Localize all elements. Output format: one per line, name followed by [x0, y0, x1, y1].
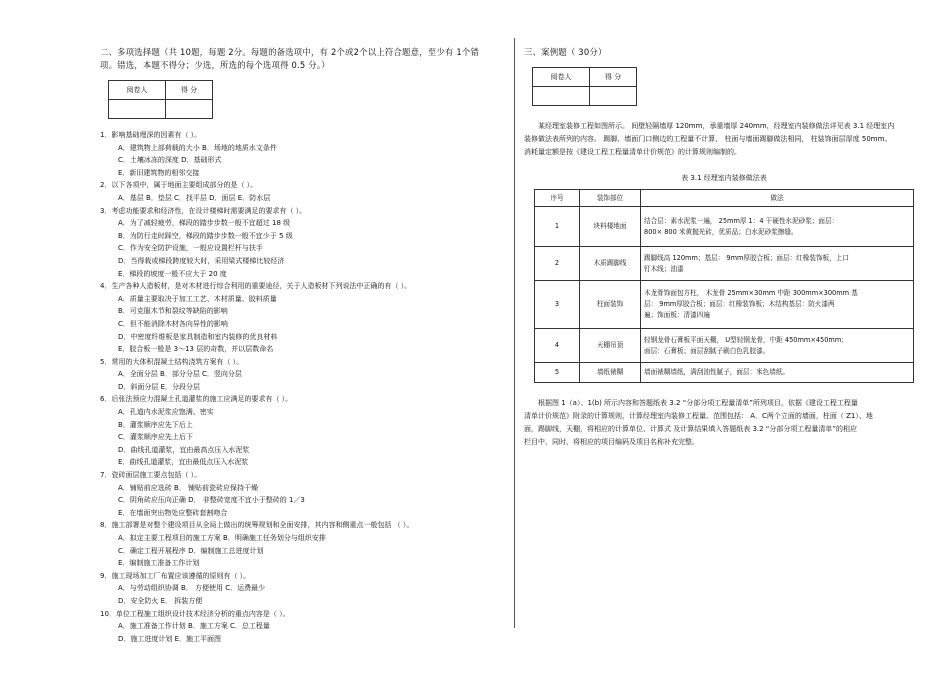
row-method [641, 363, 914, 383]
question-option: A．全面分层 B．部分分层 C．竖向分层 [118, 370, 242, 379]
method-line: 层： 9mm厚胶合板；面层：红橡装饰板；木结构基层：防火漆两 [644, 300, 835, 308]
question-stem: 3．考虑功能要求和经济性，在设计楼梯时需要满足的要求有（ ）。 [100, 206, 307, 215]
method-line: 墙面裱糊墙纸，满刮油性腻子，面层：米色墙纸。 [644, 368, 790, 376]
multiple-choice-title [100, 46, 500, 72]
question-stem: 2．以下各项中，属于地面主要组成部分的是（ ）。 [100, 181, 258, 190]
reviewer-cell[interactable] [109, 100, 166, 119]
method-line: 轻钢龙骨石膏板平面天棚， U型轻钢龙骨，中距 450mm×450mm； [644, 335, 848, 344]
method-line: 踢脚线高 120mm；基层： 9mm厚胶合板；面层：红橡装饰板，上口 [644, 253, 849, 262]
question-option: A．为了减轻疲劳，梯段的踏步步数一般不宜超过 18 级 [118, 219, 291, 228]
score-label: 得 分 [590, 68, 637, 87]
method-line: 结合层：素水泥浆一遍， 25mm厚 1：4 干硬性水泥砂浆；面层： [644, 216, 839, 225]
question-stem: 5．常用的大体积混凝土结构浇筑方案有（ ）。 [100, 357, 244, 366]
question-list [100, 129, 500, 645]
method-line: 钉木线；油漆 [644, 264, 684, 273]
method-line: 木龙骨饰面包方柱， 木龙骨 25mm×30mm 中距 300mm×300mm 基 [644, 289, 858, 297]
question-option: D．安全防火 E． 拆装方便 [118, 596, 203, 605]
row-method [641, 207, 914, 247]
question-stem: 7．瓷砖面层施工要点包括（ ）。 [100, 471, 202, 480]
table-row [535, 281, 914, 329]
question-option: D．曲线孔道灌浆，宜由最高点压入水泥浆 [118, 445, 250, 454]
reviewer-cell[interactable] [533, 87, 590, 106]
row-no: 5 [535, 363, 580, 383]
case-task [524, 397, 924, 449]
right-column [524, 46, 924, 449]
method-line: 遍；饰面板：清漆四遍 [644, 311, 710, 319]
left-column [100, 46, 500, 645]
row-part: 墙纸裱糊 [580, 363, 641, 383]
question-option: A．与劳动组织协调 B． 方便使用 C．运费最少 [118, 584, 266, 593]
row-part: 天棚吊顶 [580, 329, 641, 363]
row-no: 3 [535, 281, 580, 329]
task-line: 清单计价规范》附录的计算规则，计算经理室内装修工程量。范围包括： A．C两个立面的墙面，柱面（ Z1）、地 [524, 412, 873, 420]
question-option: C．作为安全防护设施，一般应设置栏杆与扶手 [118, 244, 263, 253]
row-method [641, 247, 914, 281]
question-stem: 1．影响基础埋深的因素有（ ）。 [100, 131, 202, 139]
table-row [535, 329, 914, 363]
section-title-line: 二、多项选择题（共 10题，每题 2分。每题的备选项中，有 2个或2个以上符合题意，至少有 1个错 [100, 47, 480, 57]
header-no: 序号 [535, 190, 580, 207]
row-part: 块料楼地面 [580, 207, 641, 247]
row-no: 2 [535, 247, 580, 281]
question-stem: 8．施工部署是对整个建设项目从全局上做出的统筹规划和全面安排，其内容和侧重点一般包括 （ ）。 [100, 521, 414, 530]
question-option: A．基层 B．垫层 C．找平层 D．面层 E．防水层 [118, 193, 271, 202]
intro-line: 装修做法表所列的内容。 踢脚、墙面门口侧边的工程量不计算， 柱面与墙面踢脚做法相同， 柱装饰面层厚度 50mm。 [524, 135, 892, 143]
question-option: A．建筑物上部荷载的大小 B．场地的地质水文条件 [118, 143, 277, 152]
decoration-table [534, 189, 914, 383]
intro-line: 某经理室装修工程如图所示。 间壁轻隔墙厚 120mm，承重墙厚 240mm，经理室内装修做法详见表 3.1 经理室内 [538, 122, 895, 130]
question-option: E．曲线孔道灌浆，宜由最低点压入水泥浆 [118, 458, 249, 467]
question-option: A．拟定主要工程项目的施工方案 B．明确施工任务划分与组织安排 [118, 534, 326, 542]
question-stem: 6．后张法预应力混凝土孔道灌浆的施工应满足的要求有（ ）。 [100, 395, 293, 404]
section-title-line: 项。错选，本题不得分；少选，所选的每个选项得 0.5 分。） [100, 60, 330, 70]
question-option: D．斜面分层 E．分段分层 [118, 382, 201, 391]
row-part: 木质踢脚线 [580, 247, 641, 281]
table-row [535, 247, 914, 281]
table-body [535, 207, 914, 383]
score-label: 得 分 [166, 81, 213, 100]
case-score-table [532, 67, 637, 106]
row-method [641, 281, 914, 329]
method-line: 800× 800 米黄抛光砖，优质品；白水泥砂浆擦缝。 [644, 227, 798, 236]
method-line: 面层：石膏板；面层刮腻子刷白色乳胶漆。 [644, 346, 770, 355]
score-table [108, 80, 213, 119]
question-option: D．当得栽或梯段跨度较大时，采用梁式楼梯比较经济 [118, 256, 285, 265]
question-option: B．为防行走时踩空，梯段的踏步步数一般不宜少于 5 级 [118, 231, 293, 240]
question-option: C．土壤冰冻的深度 D．基础形式 [118, 156, 222, 165]
table-row [535, 207, 914, 247]
row-method [641, 329, 914, 363]
row-part: 柱面装饰 [580, 281, 641, 329]
question-option: A．铺贴前应选砖 B． 铺贴前瓷砖应保持干燥 [118, 483, 259, 492]
reviewer-label: 阅卷人 [533, 68, 590, 87]
column-divider [514, 38, 515, 628]
question-option: C．阴角砖应压向正确 D． 非整砖宽度不宜小于整砖的 1／3 [118, 496, 305, 505]
question-stem: 10．单位工程施工组织设计技术经济分析的重点内容是（ ）。 [100, 609, 290, 618]
task-line: 根据图 1（a）、1(b) 所示内容和答题纸表 3.2 “分部分项工程量清单”所列项目，依据《建设工程工程量 [538, 399, 858, 407]
case-title: 三、案例题（ 30分） [524, 47, 607, 57]
question-option: C．确定工程开展程序 D．编制施工总进度计划 [118, 546, 264, 555]
intro-line: 消耗量定额是按《建设工程工程量清单计价规范》的计算规则编制的。 [524, 148, 741, 156]
question-option: E．编制施工准备工作计划 [118, 559, 200, 568]
table-caption: 表 3.1 经理室内装修做法表 [681, 174, 767, 182]
question-option: E．新旧建筑物的相邻交接 [118, 168, 200, 177]
question-option: A．孔道内水泥浆应饱满、密实 [118, 408, 214, 417]
header-part: 装饰部位 [580, 190, 641, 207]
row-no: 4 [535, 329, 580, 363]
question-stem: 4．生产各种人造板材，是对木材进行综合利用的重要途径，关于人造板材下列说法中正确的有（ ）。 [100, 282, 412, 291]
question-option: B．灌浆顺序应先下后上 [118, 420, 193, 429]
score-cell[interactable] [590, 87, 637, 106]
case-intro [524, 120, 924, 159]
question-option: A．质量主要取决于加工工艺、木材质量、胶料质量 [118, 294, 277, 303]
row-no: 1 [535, 207, 580, 247]
reviewer-label: 阅卷人 [109, 81, 166, 100]
question-option: C．但不能消除木材各向异性的影响 [118, 319, 228, 328]
question-option: D．施工进度计划 E．施工平面图 [118, 634, 222, 643]
task-line: 栏目中，同时，将相应的项目编码及项目名称补充完整。 [524, 438, 699, 446]
question-option: E．胶合板一般是 3～13 层的奇数，并以层数命名 [118, 345, 274, 354]
question-option: B．可克服木节和裂纹等缺陷的影响 [118, 307, 228, 316]
question-option: E．梯段的坡度一般不应大于 20 度 [118, 269, 227, 278]
question-option: C．灌浆顺序应先上后下 [118, 433, 193, 442]
table-row [535, 363, 914, 383]
question-stem: 9．施工现场加工厂布置应该遵循的原则有（ ）。 [100, 571, 251, 580]
question-option: A．施工准备工作计划 B．施工方案 C．总工程量 [118, 622, 270, 631]
task-line: 面，踢脚线，天棚，将相应的计算单位、计算式 及计算结果填入答题纸表 3.2 “分部分项工程量清单”的相应 [524, 425, 858, 433]
header-method: 做法 [641, 190, 914, 207]
question-option: E．在墙面突出物处应整砖套割吻合 [118, 508, 228, 517]
score-cell[interactable] [166, 100, 213, 119]
question-option: D．中密度纤维板是家具制造和室内装修的优良材料 [118, 332, 278, 341]
